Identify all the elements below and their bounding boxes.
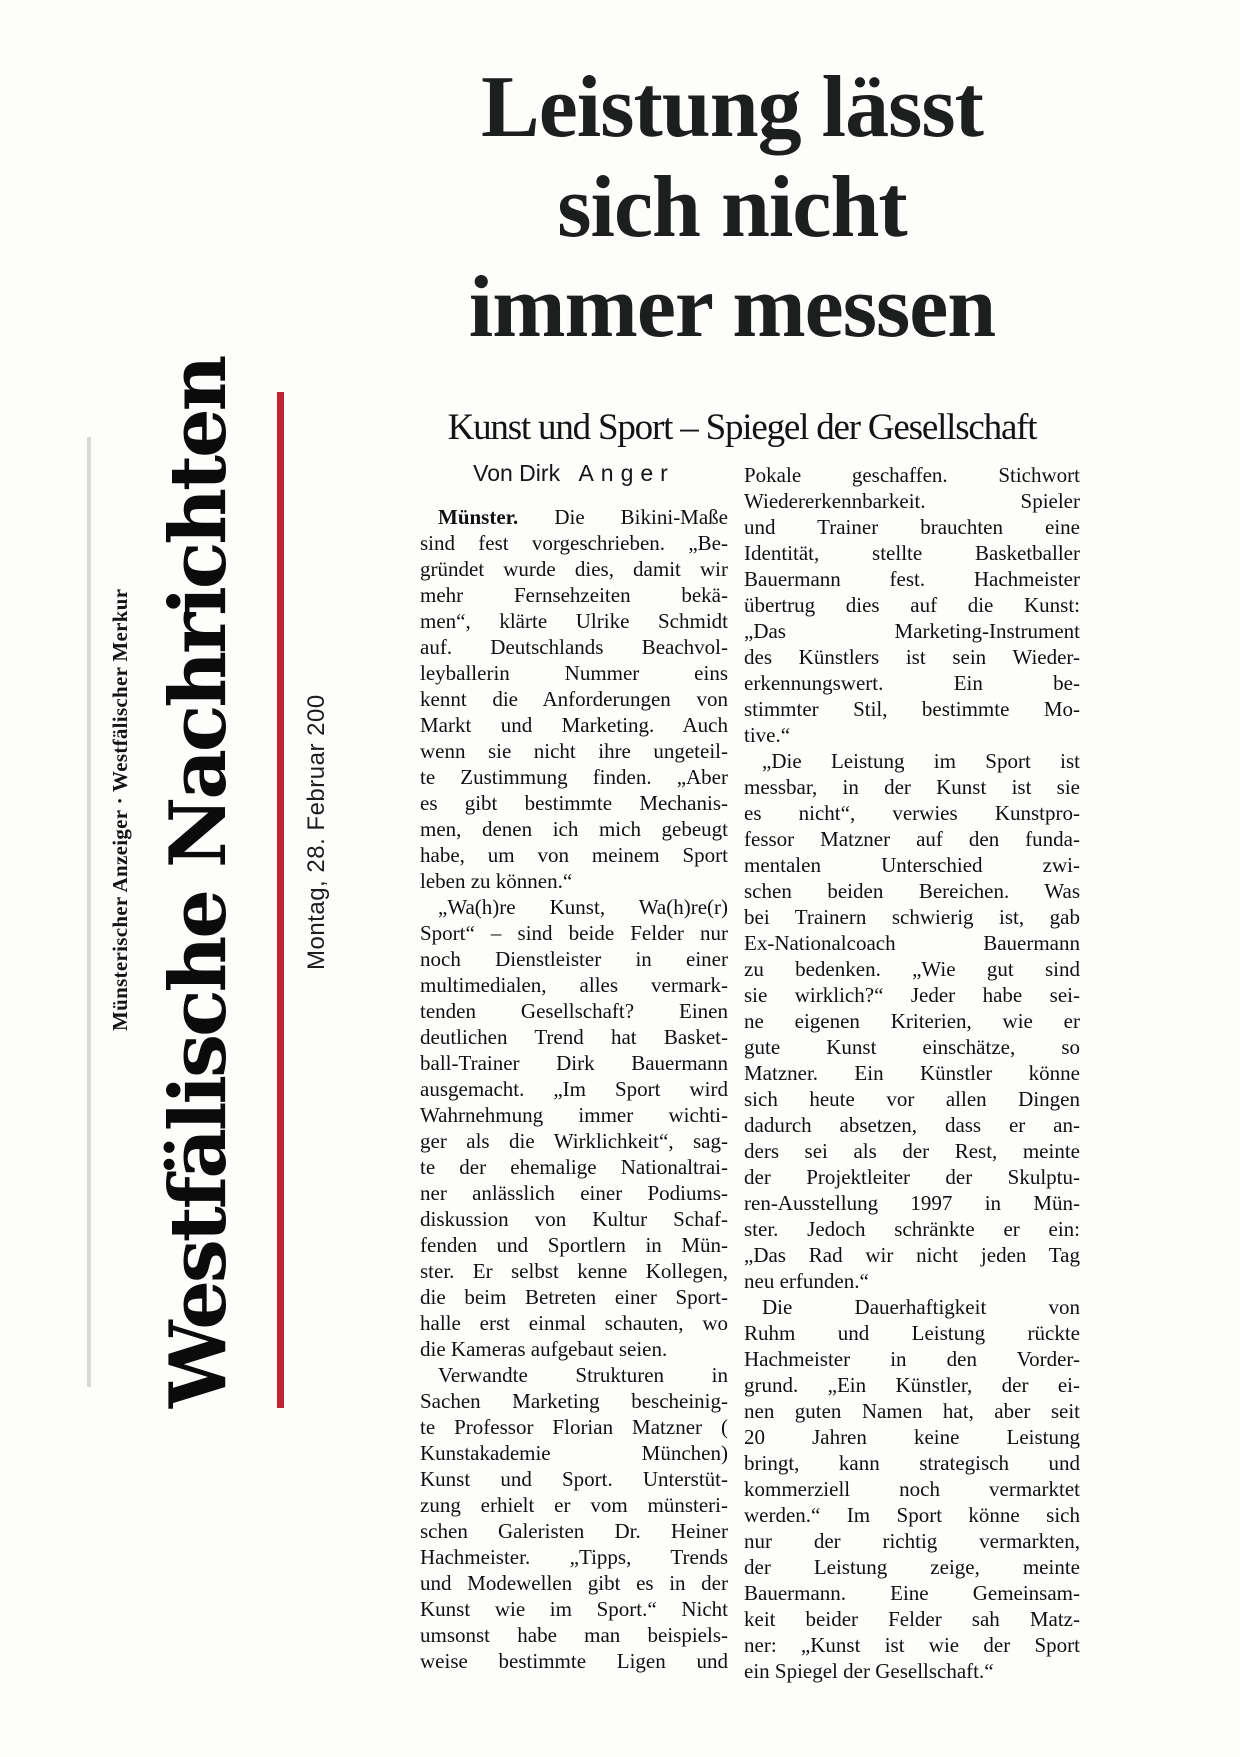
body-line: tenden Gesellschaft? Einen (420, 999, 728, 1023)
body-line: Kunst und Sport. Unterstüt- (420, 1467, 728, 1491)
body-line: Ruhm und Leistung rückte (744, 1321, 1080, 1345)
body-line: werden.“ Im Sport könne sich (744, 1503, 1080, 1527)
column-left (420, 504, 728, 1674)
article-byline (420, 460, 728, 488)
body-line: sich heute vor allen Dingen (744, 1087, 1080, 1111)
body-line: ball-Trainer Dirk Bauermann (420, 1051, 728, 1075)
body-line: der Leistung zeige, meinte (744, 1555, 1080, 1579)
body-line: habe, um von meinem Sport (420, 843, 728, 867)
body-line: der Projektleiter der Skulptu- (744, 1165, 1080, 1189)
body-line: noch Dienstleister in einer (420, 947, 728, 971)
body-line: Matzner. Ein Künstler könne (744, 1061, 1080, 1085)
body-line: zung erhielt er vom münsteri- (420, 1493, 728, 1517)
body-line: leben zu können.“ (420, 869, 573, 893)
body-line: schen beiden Bereichen. Was (744, 879, 1080, 903)
body-line: Sachen Marketing bescheinig- (420, 1389, 728, 1413)
body-line: die Kameras aufgebaut seien. (420, 1337, 668, 1361)
body-line: ne eigenen Kriterien, wie er (744, 1009, 1080, 1033)
body-line: es nicht“, verwies Kunstpro- (744, 801, 1080, 825)
body-line: die beim Betreten einer Sport- (420, 1285, 728, 1309)
byline-name: Anger (578, 460, 675, 486)
body-line: ausgemacht. „Im Sport wird (420, 1077, 728, 1101)
body-line: te Zustimmung finden. „Aber (420, 765, 728, 789)
body-line: ders sei als der Rest, meinte (744, 1139, 1080, 1163)
body-line: stimmter Stil, bestimmte Mo- (744, 697, 1080, 721)
body-line: bringt, kann strategisch und (744, 1451, 1080, 1475)
body-line: Münster. Die Bikini-Maße (438, 505, 728, 529)
article-subheadline: Kunst und Sport – Spiegel der Gesellschaft (447, 407, 1037, 448)
body-line: men, denen ich mich gebeugt (420, 817, 728, 841)
body-line: übertrug dies auf die Kunst: (744, 593, 1080, 617)
body-line: Die Dauerhaftigkeit von (762, 1295, 1080, 1319)
body-line: Verwandte Strukturen in (438, 1363, 728, 1387)
body-line: mehr Fernsehzeiten bekä- (420, 583, 728, 607)
body-line: mentalen Unterschied zwi- (744, 853, 1080, 877)
body-line: sind fest vorgeschrieben. „Be- (420, 531, 728, 555)
body-line: ster. Er selbst kenne Kollegen, (420, 1259, 728, 1283)
body-line: sie wirklich?“ Jeder habe sei- (744, 983, 1080, 1007)
headline-line-2: sich nicht (557, 159, 907, 256)
body-line: ner: „Kunst ist wie der Sport (744, 1633, 1080, 1657)
body-line: bei Trainern schwierig ist, gab (744, 905, 1080, 929)
body-line: weise bestimmte Ligen und (420, 1649, 728, 1673)
body-line: erkennungswert. Ein be- (744, 671, 1080, 695)
body-line: fenden und Sportlern in Mün- (420, 1233, 728, 1257)
body-line: tive.“ (744, 723, 791, 747)
masthead-date: Montag, 28. Februar 200 (303, 694, 330, 970)
body-line: Hachmeister in den Vorder- (744, 1347, 1080, 1371)
column-right (744, 462, 1080, 1684)
red-rule (277, 392, 284, 1408)
body-line: messbar, in der Kunst ist sie (744, 775, 1080, 799)
body-line: und Modewellen gibt es in der (420, 1571, 728, 1595)
body-line: ner anlässlich einer Podiums- (420, 1181, 728, 1205)
body-line: Kunstakademie München) (420, 1441, 728, 1465)
byline-prefix: Von Dirk (473, 460, 561, 486)
body-line: keit beider Felder sah Matz- (744, 1607, 1080, 1631)
body-line: wenn sie nicht ihre ungeteil- (420, 739, 728, 763)
body-line: men“, klärte Ulrike Schmidt (420, 609, 728, 633)
body-line: es gibt bestimmte Mechanis- (420, 791, 728, 815)
body-line: „Das Marketing-Instrument (744, 619, 1080, 643)
body-line: „Das Rad wir nicht jeden Tag (744, 1243, 1080, 1267)
body-line: des Künstlers ist sein Wieder- (744, 645, 1080, 669)
body-line: Bauermann fest. Hachmeister (744, 567, 1080, 591)
body-line: gründet wurde dies, damit wir (420, 557, 728, 581)
body-line: kennt die Anforderungen von (420, 687, 728, 711)
body-line: Pokale geschaffen. Stichwort (744, 463, 1080, 487)
masthead-tagline: Münsterischer Anzeiger · Westfälischer Merkur (108, 588, 132, 1032)
body-line: Ex-Nationalcoach Bauermann (744, 931, 1080, 955)
body-line: zu bedenken. „Wie gut sind (744, 957, 1080, 981)
body-line: ster. Jedoch schränkte er ein: (744, 1217, 1080, 1241)
body-line: auf. Deutschlands Beachvol- (420, 635, 728, 659)
body-line: Kunst wie im Sport.“ Nicht (420, 1597, 728, 1621)
body-line: Identität, stellte Basketballer (744, 541, 1080, 565)
body-line: Hachmeister. „Tipps, Trends (420, 1545, 728, 1569)
body-line: 20 Jahren keine Leistung (744, 1425, 1080, 1449)
body-line: Wiedererkennbarkeit. Spieler (744, 489, 1080, 513)
body-line: diskussion von Kultur Schaf- (420, 1207, 728, 1231)
body-line: kommerziell noch vermarktet (744, 1477, 1080, 1501)
headline-line-3: immer messen (468, 259, 996, 356)
body-line: leyballerin Nummer eins (420, 661, 728, 685)
body-line: gute Kunst einschätze, so (744, 1035, 1080, 1059)
body-line: Markt und Marketing. Auch (420, 713, 728, 737)
body-line: te Professor Florian Matzner ( (420, 1415, 728, 1439)
body-line: „Wa(h)re Kunst, Wa(h)re(r) (438, 895, 728, 919)
body-line: Sport“ – sind beide Felder nur (420, 921, 728, 945)
body-line: fessor Matzner auf den funda- (744, 827, 1080, 851)
body-line: Bauermann. Eine Gemeinsam- (744, 1581, 1080, 1605)
body-line: halle erst einmal schauten, wo (420, 1311, 728, 1335)
body-line: multimedialen, alles vermark- (420, 973, 728, 997)
body-line: schen Galeristen Dr. Heiner (420, 1519, 728, 1543)
body-line: „Die Leistung im Sport ist (762, 749, 1080, 773)
masthead-newspaper-name: Westfälische Nachrichten (153, 357, 244, 1408)
scan-edge-line (87, 437, 91, 1387)
article-headline (392, 58, 1072, 358)
body-line: neu erfunden.“ (744, 1269, 869, 1293)
body-line: grund. „Ein Künstler, der ei- (744, 1373, 1080, 1397)
headline-line-1: Leistung lässt (481, 59, 983, 156)
body-line: ein Spiegel der Gesellschaft.“ (744, 1659, 994, 1683)
body-line: ger als die Wirklichkeit“, sag- (420, 1129, 728, 1153)
body-line: dadurch absetzen, dass er an- (744, 1113, 1080, 1137)
body-line: nen guten Namen hat, aber seit (744, 1399, 1080, 1423)
body-line: deutlichen Trend hat Basket- (420, 1025, 728, 1049)
body-line: nur der richtig vermarkten, (744, 1529, 1080, 1553)
body-line: Wahrnehmung immer wichti- (420, 1103, 728, 1127)
body-line: ren-Ausstellung 1997 in Mün- (744, 1191, 1080, 1215)
body-line: te der ehemalige Nationaltrai- (420, 1155, 728, 1179)
body-line: und Trainer brauchten eine (744, 515, 1080, 539)
body-line: umsonst habe man beispiels- (420, 1623, 728, 1647)
